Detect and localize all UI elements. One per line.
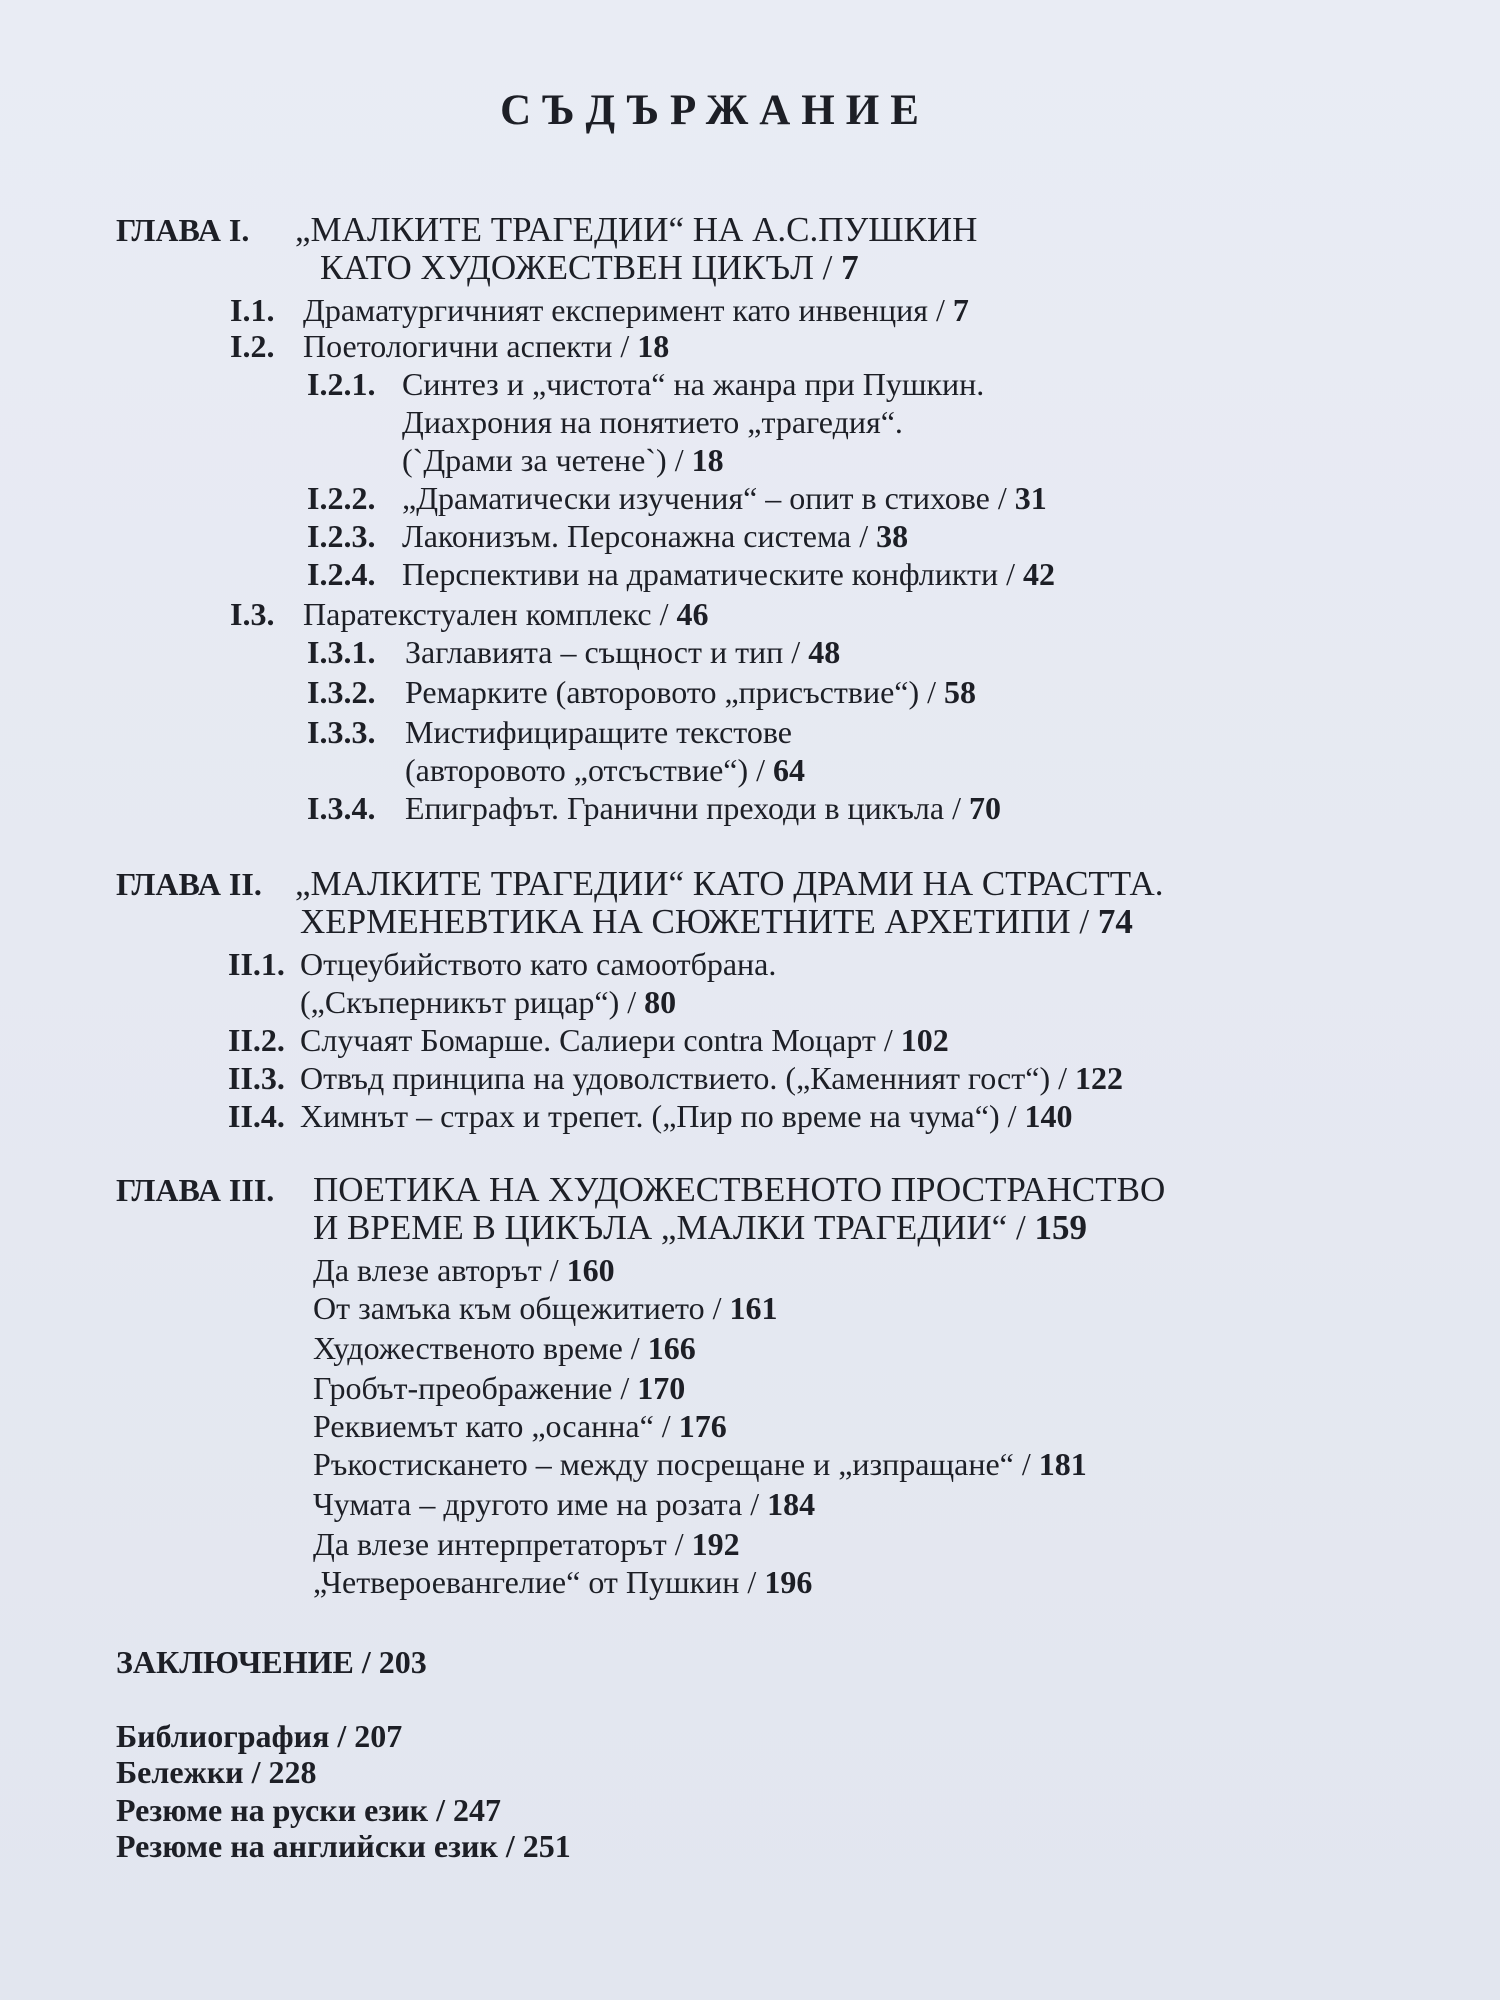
page-title: СЪДЪРЖАНИЕ xyxy=(500,87,930,134)
ch3-title-line1: ПОЕТИКА НА ХУДОЖЕСТВЕНОТО ПРОСТРАНСТВО xyxy=(313,1170,1166,1209)
toc-entry: Чумата – другото име на розата / 184 xyxy=(313,1486,816,1522)
conclusion-entry: ЗАКЛЮЧЕНИЕ / 203 xyxy=(116,1644,427,1680)
toc-entry-line: (авторовото „отсъствие“) / 64 xyxy=(405,752,806,788)
ch2-label: ГЛАВА II. xyxy=(116,866,262,902)
toc-entry: Перспективи на драматическите конфликти / 42 xyxy=(402,556,1055,592)
toc-entry: Да влезе авторът / 160 xyxy=(313,1252,615,1288)
ch2-title-line1: „МАЛКИТЕ ТРАГЕДИИ“ КАТО ДРАМИ НА СТРАСТТА. xyxy=(295,864,1164,903)
toc-entry: Отвъд принципа на удоволствието. („Каменният гост“) / 122 xyxy=(300,1060,1123,1096)
ch3-title-line2: И ВРЕМЕ В ЦИКЪЛА „МАЛКИ ТРАГЕДИИ“ / 159 xyxy=(313,1208,1087,1247)
toc-entry: Лаконизъм. Персонажна система / 38 xyxy=(402,518,909,554)
toc-entry: Драматургичният експеримент като инвенция / 7 xyxy=(303,292,969,328)
toc-entry-line: („Скъперникът рицар“) / 80 xyxy=(300,984,677,1020)
toc-entry-line: (`Драми за четене`) / 18 xyxy=(402,442,724,478)
toc-entry: Ръкостискането – между посрещане и „изпращане“ / 181 xyxy=(313,1446,1087,1482)
toc-num: I.2.4. xyxy=(307,556,376,592)
toc-entry: Заглавията – същност и тип / 48 xyxy=(405,634,841,670)
toc-entry-line: Диахрония на понятието „трагедия“. xyxy=(402,404,903,440)
toc-num: I.3.2. xyxy=(307,674,376,710)
toc-entry: Ремарките (авторовото „присъствие“) / 58 xyxy=(405,674,977,710)
toc-entry: Случаят Бомарше. Салиери contra Моцарт / 102 xyxy=(300,1022,949,1058)
toc-num: I.2.3. xyxy=(307,518,376,554)
toc-num: II.3. xyxy=(228,1060,285,1096)
toc-entry-line: Отцеубийството като самоотбрана. xyxy=(300,946,777,982)
toc-entry: Художественото време / 166 xyxy=(313,1330,696,1366)
toc-num: II.1. xyxy=(228,946,285,982)
toc-num: I.1. xyxy=(230,292,275,328)
ch3-label: ГЛАВА III. xyxy=(116,1172,275,1208)
back-entry: Библиография / 207 xyxy=(116,1718,403,1754)
toc-entry: От замъка към общежитието / 161 xyxy=(313,1290,778,1326)
toc-num: I.3. xyxy=(230,596,275,632)
toc-num: I.2.1. xyxy=(307,366,376,402)
toc-entry: Поетологични аспекти / 18 xyxy=(303,328,670,364)
ch1-label: ГЛАВА I. xyxy=(116,212,250,248)
ch1-title-line2: КАТО ХУДОЖЕСТВЕН ЦИКЪЛ / 7 xyxy=(320,248,859,287)
toc-num: II.4. xyxy=(228,1098,285,1134)
toc-entry-line: Синтез и „чистота“ на жанра при Пушкин. xyxy=(402,366,985,402)
toc-entry: Реквиемът като „осанна“ / 176 xyxy=(313,1408,727,1444)
toc-num: I.3.4. xyxy=(307,790,376,826)
toc-entry-line: Мистифициращите текстове xyxy=(405,714,792,750)
toc-entry: Да влезе интерпретаторът / 192 xyxy=(313,1526,740,1562)
ch2-title-line2: ХЕРМЕНЕВТИКА НА СЮЖЕТНИТЕ АРХЕТИПИ / 74 xyxy=(300,902,1133,941)
toc-entry: Епиграфът. Гранични преходи в цикъла / 70 xyxy=(405,790,1001,826)
toc-num: I.3.3. xyxy=(307,714,376,750)
toc-num: II.2. xyxy=(228,1022,285,1058)
back-entry: Резюме на руски език / 247 xyxy=(116,1792,501,1828)
toc-entry: „Драматически изучения“ – опит в стихове / 31 xyxy=(402,480,1047,516)
back-entry: Резюме на английски език / 251 xyxy=(116,1828,571,1864)
toc-num: I.2.2. xyxy=(307,480,376,516)
toc-entry: Паратекстуален комплекс / 46 xyxy=(303,596,709,632)
ch1-title-line1: „МАЛКИТЕ ТРАГЕДИИ“ НА А.С.ПУШКИН xyxy=(295,210,978,249)
toc-entry: Гробът-преображение / 170 xyxy=(313,1370,686,1406)
back-entry: Бележки / 228 xyxy=(116,1754,317,1790)
toc-num: I.2. xyxy=(230,328,275,364)
toc-entry: „Четвероевангелие“ от Пушкин / 196 xyxy=(313,1564,813,1600)
toc-num: I.3.1. xyxy=(307,634,376,670)
toc-entry: Химнът – страх и трепет. („Пир по време на чума“) / 140 xyxy=(300,1098,1073,1134)
